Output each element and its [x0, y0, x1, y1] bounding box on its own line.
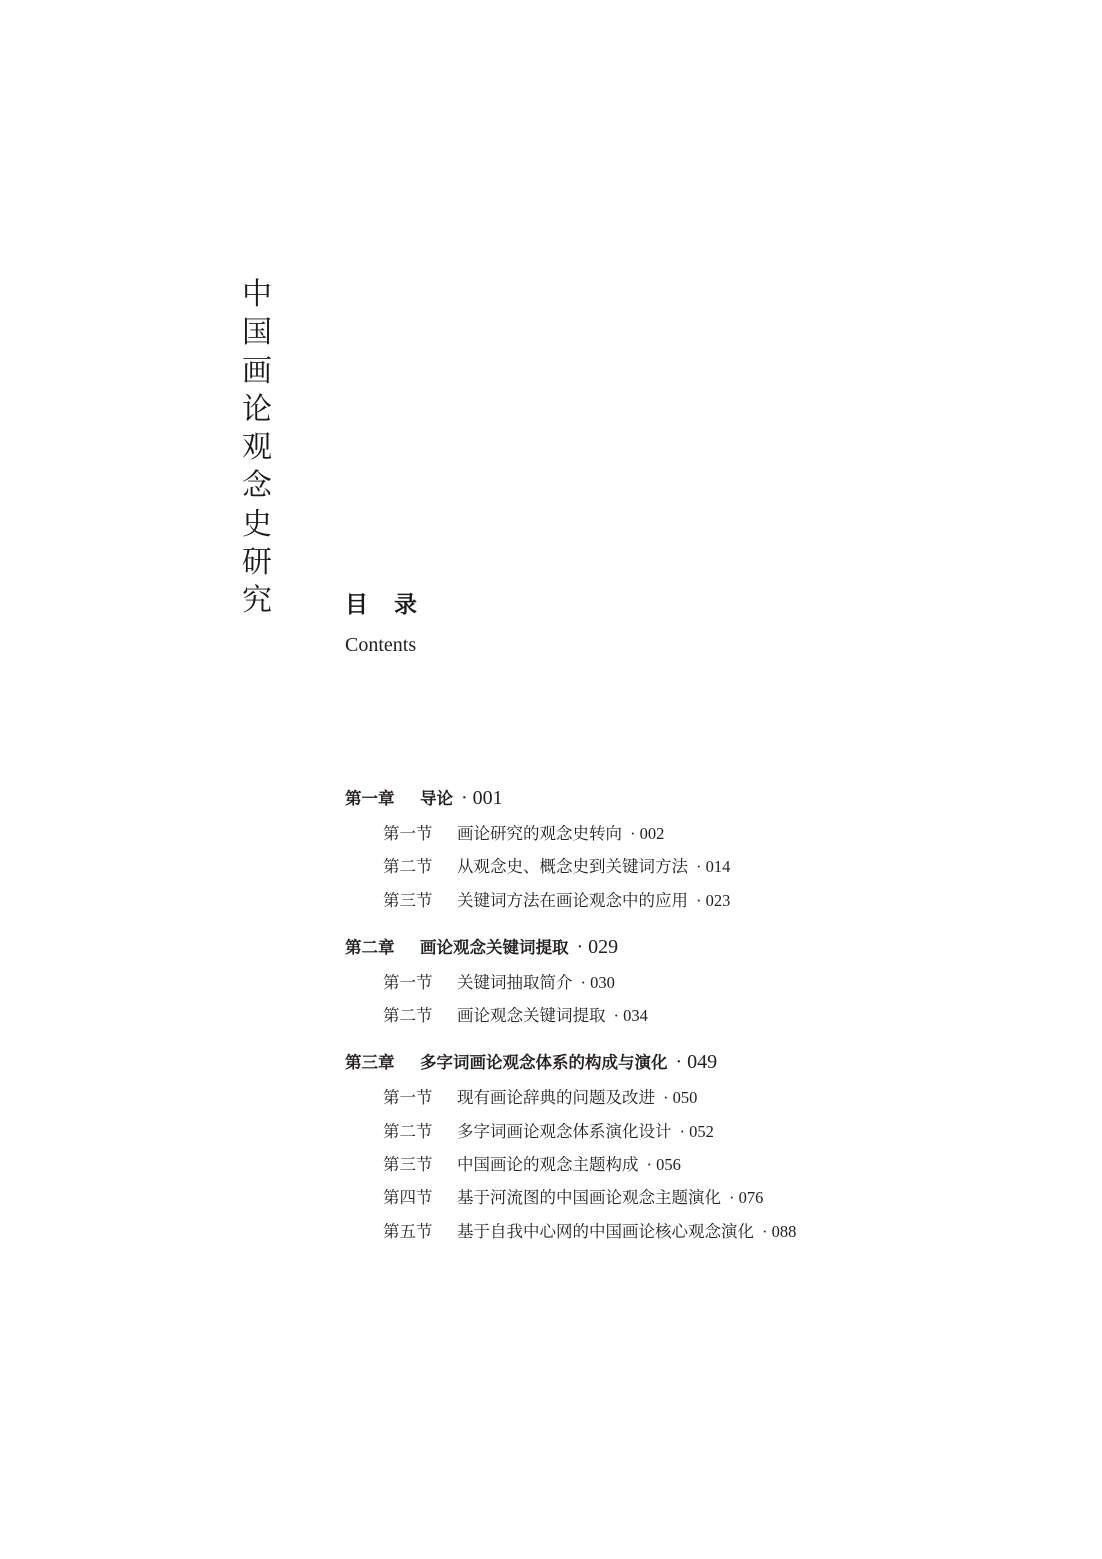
- section-number: 第三节: [383, 890, 433, 910]
- chapter-entry[interactable]: [345, 1047, 965, 1077]
- section-title: 基于河流图的中国画论观念主题演化: [457, 1188, 721, 1208]
- chapter-title: 画论观念关键词提取: [420, 937, 569, 957]
- table-of-contents: [345, 783, 965, 1263]
- section-entry[interactable]: [345, 999, 965, 1032]
- book-title-char: 论: [242, 391, 272, 427]
- section-page: · 002: [630, 824, 665, 843]
- section-entry[interactable]: [345, 966, 965, 999]
- section-entry[interactable]: [345, 1181, 965, 1214]
- section-title: 现有画论辞典的问题及改进: [457, 1088, 655, 1108]
- section-page: · 050: [663, 1088, 698, 1108]
- section-title: 多字词画论观念体系演化设计: [457, 1121, 672, 1141]
- section-page: · 034: [613, 1006, 648, 1026]
- section-entry[interactable]: [345, 1081, 965, 1114]
- chapter-page: · 049: [675, 1051, 718, 1074]
- section-number: 第二节: [383, 857, 433, 877]
- chapter-entry[interactable]: [345, 783, 965, 813]
- section-entry[interactable]: [345, 817, 965, 850]
- section-entry[interactable]: [345, 884, 965, 917]
- section-number: 第四节: [383, 1188, 433, 1208]
- section-page: · 014: [696, 857, 731, 877]
- section-number: 第二节: [383, 1006, 433, 1026]
- chapter-block: [345, 1047, 965, 1247]
- section-page: · 076: [729, 1188, 764, 1208]
- chapter-number: 第二章: [345, 937, 395, 957]
- book-title-char: 画: [242, 353, 272, 389]
- section-page: · 023: [696, 890, 731, 910]
- chapter-block: [345, 783, 965, 917]
- section-number: 第一节: [383, 972, 433, 992]
- section-number: 第一节: [383, 824, 433, 843]
- chapter-title: 多字词画论观念体系的构成与演化: [420, 1053, 668, 1073]
- section-entry[interactable]: [345, 1148, 965, 1181]
- section-page: · 030: [580, 972, 615, 992]
- chapter-entry[interactable]: [345, 932, 965, 962]
- section-number: 第一节: [383, 1088, 433, 1108]
- book-title-char: 国: [242, 315, 272, 351]
- book-title-vertical: [238, 276, 276, 621]
- section-title: 画论观念关键词提取: [457, 1006, 606, 1026]
- section-title: 中国画论的观念主题构成: [457, 1155, 639, 1175]
- toc-heading: 目 录: [345, 592, 427, 618]
- section-page: · 056: [646, 1155, 681, 1175]
- book-title-char: 念: [242, 468, 272, 504]
- chapter-page: · 001: [461, 787, 503, 809]
- section-title: 关键词抽取简介: [457, 972, 573, 992]
- section-number: 第五节: [383, 1221, 433, 1241]
- section-number: 第二节: [383, 1121, 433, 1141]
- book-title-char: 史: [242, 506, 272, 542]
- book-title-char: 究: [242, 583, 272, 619]
- section-page: · 052: [679, 1121, 714, 1141]
- section-entry[interactable]: [345, 1115, 965, 1148]
- book-title-char: 中: [242, 277, 272, 312]
- section-title: 基于自我中心网的中国画论核心观念演化: [457, 1221, 754, 1241]
- section-entry[interactable]: [345, 1215, 965, 1248]
- section-title: 关键词方法在画论观念中的应用: [457, 890, 688, 910]
- book-title-char: 观: [242, 430, 272, 466]
- chapter-block: [345, 932, 965, 1033]
- section-number: 第三节: [383, 1155, 433, 1175]
- toc-subheading: Contents: [345, 634, 417, 656]
- section-title: 画论研究的观念史转向: [457, 824, 622, 843]
- book-title-char: 研: [242, 545, 272, 581]
- section-page: · 088: [762, 1221, 797, 1241]
- chapter-title: 导论: [420, 789, 453, 808]
- section-entry[interactable]: [345, 850, 965, 883]
- chapter-number: 第一章: [345, 789, 395, 808]
- section-title: 从观念史、概念史到关键词方法: [457, 857, 688, 877]
- chapter-page: · 029: [576, 935, 619, 958]
- chapter-number: 第三章: [345, 1053, 395, 1073]
